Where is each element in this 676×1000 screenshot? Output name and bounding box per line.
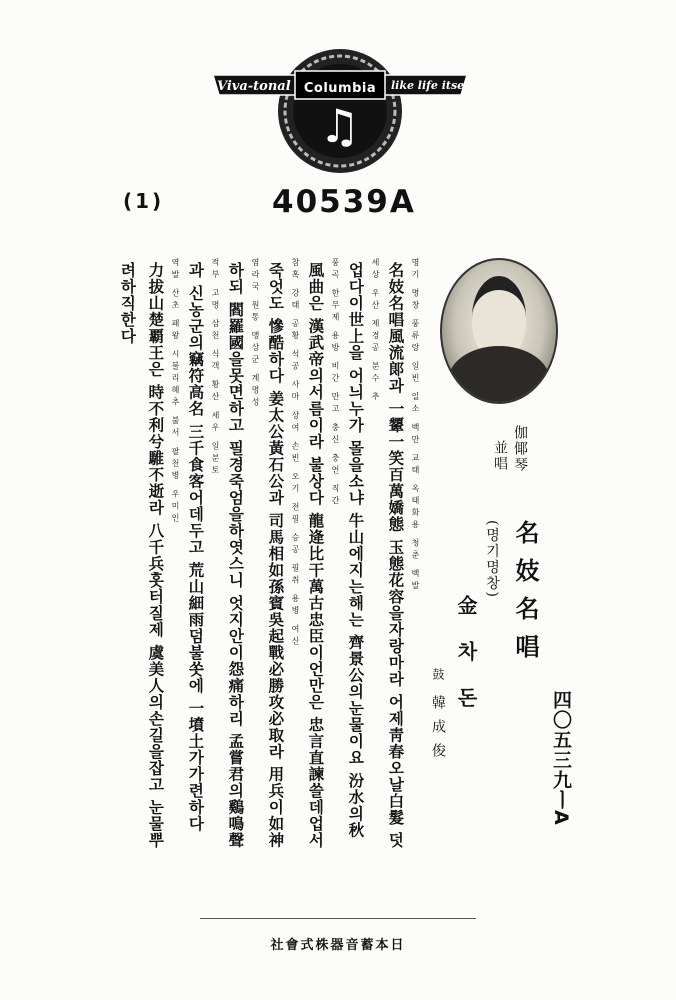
drum-label: 鼓 <box>431 668 445 680</box>
columbia-logo <box>205 45 475 180</box>
drummer-name: 韓成俊 <box>430 695 446 767</box>
lyric-ruby-7: 역발 산초 패왕 시불리혜추 불서 팔천병 우미인 <box>171 258 180 526</box>
lyric-ruby-1: 명기 명창 풍류랑 일빈 일소 백만 교태 옥태화용 청춘 백발 <box>411 258 420 593</box>
artist-portrait <box>440 258 558 404</box>
publisher-footer: 日本蓄音器株式會社 <box>270 938 406 953</box>
lyric-line-3: 風曲은 漢武帝의서름이라 불상다 龍逄比干萬古忠臣이언만은 忠言直諫쓸데업서 <box>306 262 326 849</box>
lyric-line-2: 업다이世上을 어늬누가 몰을소냐 牛山에지는해는 齊景公의눈물이요 汾水의秋 <box>346 262 366 839</box>
lyric-line-5: 하되 閻羅國을못면하고 필경죽엄을하엿스니 엇지안이怨痛하리 孟嘗君의鷄鳴聲 <box>226 262 246 849</box>
lyric-line-8: 려하직한다 <box>118 262 138 345</box>
logo-right-text: like life itself <box>391 79 474 92</box>
genre-line-2: 並唱 <box>492 440 508 472</box>
lyric-ruby-6: 적부 고명 삼천 식객 황산 세우 일분토 <box>211 258 220 478</box>
lyric-ruby-2: 세상 우산 제경공 분수 추 <box>371 258 380 405</box>
lyric-line-4: 죽엇도 慘酷하다 姜太公黃石公과 司馬相如孫賓吳起戰必勝攻必取라 用兵이如神 <box>266 262 286 849</box>
logo-brand-text: Columbia <box>303 81 377 96</box>
music-note-icon: ♫ <box>319 99 361 153</box>
lyric-line-6: 과 신농군의竊符高名 三千食客어데두고 荒山細雨덤불쏫에 一墳土가가련하다 <box>186 262 206 833</box>
lyric-ruby-4: 참혹 강태 공황 석공 사마 상여 손빈 오기 전필 승공 필취 용병 여신 <box>291 258 300 649</box>
lyric-line-1: 名妓名唱風流郞과 一顰一笑百萬嬌態 玉態花容을자랑마라 어제靑春오날白髮 덧 <box>386 262 406 849</box>
portrait-body <box>448 346 550 404</box>
song-title-reading: (명기명창) <box>484 520 500 599</box>
song-title: 名妓名唱 <box>511 520 540 672</box>
catalog-number: 40539A <box>272 184 416 220</box>
footer-divider <box>200 918 476 919</box>
genre-line-1: 伽倻琴 <box>512 425 528 473</box>
lyric-ruby-3: 풍곡 한무제 용방 비간 만고 충신 충언 직간 <box>331 258 340 508</box>
artist-name: 金차돈 <box>454 595 478 733</box>
side-number: (1) <box>123 189 165 213</box>
catalog-number-vertical: 四〇五三九ㅣA <box>550 690 572 826</box>
lyric-line-7: 力拔山楚覇王은 時不利兮騅不逝라 八千兵홋터질제 虞美人의손길을잡고 눈물뿌 <box>146 262 166 849</box>
lyric-ruby-5: 염라국 원통 맹상군 계명성 <box>251 258 260 410</box>
logo-left-text: Viva-tonal <box>217 79 291 94</box>
